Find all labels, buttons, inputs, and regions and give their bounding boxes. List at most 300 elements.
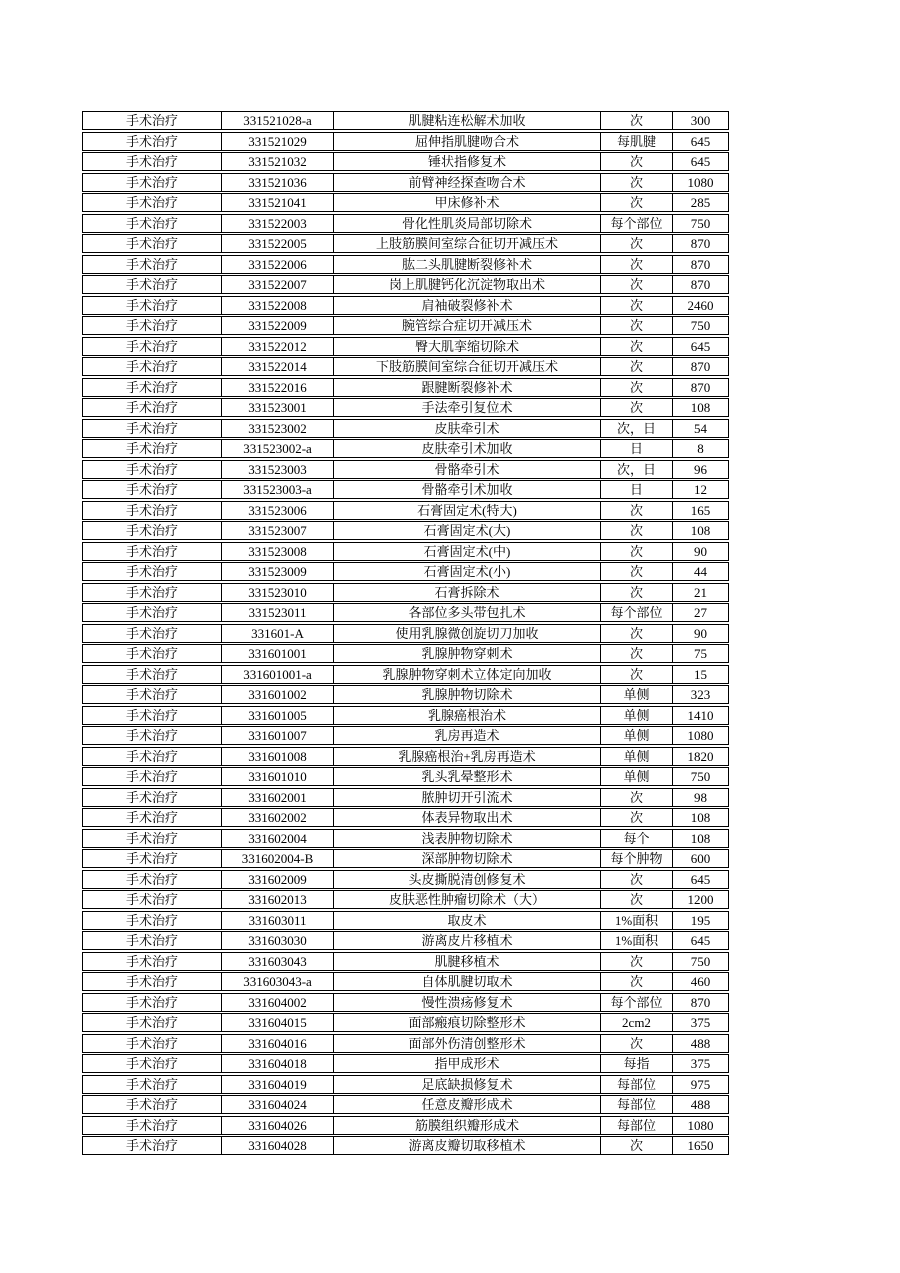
cell-name: 使用乳腺微创旋切刀加收 bbox=[334, 625, 601, 642]
cell-category: 手术治疗 bbox=[83, 112, 222, 129]
cell-unit: 每指 bbox=[601, 1055, 673, 1072]
cell-code: 331523002-a bbox=[222, 440, 334, 457]
table-row bbox=[82, 173, 729, 192]
cell-code: 331601005 bbox=[222, 707, 334, 724]
cell-unit: 次 bbox=[601, 194, 673, 211]
cell-unit: 次，日 bbox=[601, 461, 673, 478]
cell-code: 331521036 bbox=[222, 174, 334, 191]
cell-price: 15 bbox=[694, 666, 707, 682]
cell-code: 331522005 bbox=[222, 235, 334, 252]
cell-unit: 次 bbox=[601, 953, 673, 970]
table-row bbox=[82, 890, 729, 909]
cell-code: 331522016 bbox=[222, 379, 334, 396]
cell-unit: 次 bbox=[601, 543, 673, 560]
cell-unit: 次 bbox=[601, 789, 673, 806]
cell-code: 331523011 bbox=[222, 604, 334, 621]
cell-name: 肌腱粘连松解术加收 bbox=[334, 112, 601, 129]
cell-price: 90 bbox=[694, 625, 707, 641]
cell-price: 75 bbox=[694, 646, 707, 661]
table-row bbox=[82, 726, 729, 745]
cell-code: 331601002 bbox=[222, 686, 334, 703]
cell-code: 331601001-a bbox=[222, 666, 334, 683]
table-row bbox=[82, 706, 729, 725]
cell-code: 331604024 bbox=[222, 1096, 334, 1113]
cell-unit: 次 bbox=[601, 809, 673, 826]
cell-category: 手术治疗 bbox=[83, 256, 222, 273]
cell-price: 27 bbox=[694, 605, 707, 620]
cell-price: 108 bbox=[690, 523, 711, 538]
cell-code: 331522003 bbox=[222, 215, 334, 232]
cell-code: 331603043-a bbox=[222, 973, 334, 990]
cell-name: 皮肤牵引术加收 bbox=[334, 440, 601, 457]
cell-price: 1410 bbox=[687, 707, 714, 723]
cell-price: 1200 bbox=[687, 892, 714, 907]
table-row bbox=[82, 583, 729, 602]
cell-unit: 日 bbox=[601, 481, 673, 498]
cell-category: 手术治疗 bbox=[83, 871, 222, 888]
table-row bbox=[82, 829, 729, 848]
cell-code: 331521032 bbox=[222, 153, 334, 170]
cell-code: 331604016 bbox=[222, 1035, 334, 1052]
cell-price: 300 bbox=[690, 113, 711, 128]
cell-category: 手术治疗 bbox=[83, 584, 222, 601]
cell-name: 前臂神经探查吻合术 bbox=[334, 174, 601, 191]
cell-price: 98 bbox=[694, 789, 707, 805]
cell-price: 1650 bbox=[687, 1138, 714, 1153]
cell-name: 骨骼牵引术加收 bbox=[334, 481, 601, 498]
cell-code: 331602004 bbox=[222, 830, 334, 847]
cell-price: 44 bbox=[694, 564, 707, 579]
cell-name: 脓肿切开引流术 bbox=[334, 789, 601, 806]
cell-unit: 每个部位 bbox=[601, 994, 673, 1011]
cell-unit: 每个肿物 bbox=[601, 850, 673, 867]
cell-code: 331523006 bbox=[222, 502, 334, 519]
table-row bbox=[82, 911, 729, 930]
cell-category: 手术治疗 bbox=[83, 235, 222, 252]
cell-unit: 次 bbox=[601, 317, 673, 334]
cell-category: 手术治疗 bbox=[83, 1076, 222, 1093]
cell-code: 331521029 bbox=[222, 133, 334, 150]
cell-code: 331601010 bbox=[222, 768, 334, 785]
cell-category: 手术治疗 bbox=[83, 502, 222, 519]
table-row bbox=[82, 501, 729, 520]
cell-category: 手术治疗 bbox=[83, 133, 222, 150]
cell-code: 331603043 bbox=[222, 953, 334, 970]
cell-unit: 次 bbox=[601, 174, 673, 191]
cell-unit: 1%面积 bbox=[601, 932, 673, 949]
cell-code: 331602009 bbox=[222, 871, 334, 888]
cell-name: 乳腺肿物穿刺术 bbox=[334, 645, 601, 662]
cell-category: 手术治疗 bbox=[83, 912, 222, 929]
table-row bbox=[82, 255, 729, 274]
cell-category: 手术治疗 bbox=[83, 994, 222, 1011]
cell-code: 331601008 bbox=[222, 748, 334, 765]
table-row bbox=[82, 480, 729, 499]
table-row bbox=[82, 972, 729, 991]
table-row bbox=[82, 132, 729, 151]
cell-price: 645 bbox=[690, 933, 711, 948]
table-row bbox=[82, 152, 729, 171]
cell-price: 165 bbox=[690, 502, 711, 518]
table-row bbox=[82, 849, 729, 868]
cell-unit: 单侧 bbox=[601, 748, 673, 765]
cell-code: 331523002 bbox=[222, 420, 334, 437]
cell-code: 331604028 bbox=[222, 1137, 334, 1154]
cell-unit: 每个部位 bbox=[601, 604, 673, 621]
cell-unit: 每肌腱 bbox=[601, 133, 673, 150]
cell-code: 331523007 bbox=[222, 522, 334, 539]
cell-unit: 次 bbox=[601, 891, 673, 908]
cell-price: 108 bbox=[690, 810, 711, 825]
table-row bbox=[82, 870, 729, 889]
cell-name: 游离皮片移植术 bbox=[334, 932, 601, 949]
cell-code: 331522008 bbox=[222, 297, 334, 314]
cell-name: 石膏固定术(大) bbox=[334, 522, 601, 539]
cell-category: 手术治疗 bbox=[83, 850, 222, 867]
cell-name: 指甲成形术 bbox=[334, 1055, 601, 1072]
table-row bbox=[82, 542, 729, 561]
cell-category: 手术治疗 bbox=[83, 1035, 222, 1052]
cell-price: 488 bbox=[690, 1035, 711, 1051]
cell-code: 331604026 bbox=[222, 1117, 334, 1134]
cell-category: 手术治疗 bbox=[83, 1055, 222, 1072]
cell-name: 手法牵引复位术 bbox=[334, 399, 601, 416]
cell-price: 8 bbox=[697, 441, 704, 456]
cell-category: 手术治疗 bbox=[83, 153, 222, 170]
table-row bbox=[82, 644, 729, 663]
cell-code: 331521028-a bbox=[222, 112, 334, 129]
cell-category: 手术治疗 bbox=[83, 789, 222, 806]
table-row bbox=[82, 952, 729, 971]
cell-category: 手术治疗 bbox=[83, 891, 222, 908]
table-row bbox=[82, 685, 729, 704]
cell-unit: 次 bbox=[601, 256, 673, 273]
cell-code: 331604002 bbox=[222, 994, 334, 1011]
cell-code: 331604018 bbox=[222, 1055, 334, 1072]
cell-name: 筋膜组织瓣形成术 bbox=[334, 1117, 601, 1134]
cell-category: 手术治疗 bbox=[83, 932, 222, 949]
cell-price: 750 bbox=[690, 318, 711, 333]
cell-price: 645 bbox=[690, 133, 711, 149]
cell-name: 取皮术 bbox=[334, 912, 601, 929]
cell-name: 深部肿物切除术 bbox=[334, 850, 601, 867]
cell-unit: 次，日 bbox=[601, 420, 673, 437]
cell-price: 90 bbox=[694, 543, 707, 559]
table-row bbox=[82, 808, 729, 827]
cell-name: 体表异物取出术 bbox=[334, 809, 601, 826]
cell-unit: 次 bbox=[601, 235, 673, 252]
cell-price: 195 bbox=[690, 912, 711, 928]
cell-price: 750 bbox=[690, 769, 711, 784]
cell-name: 下肢筋膜间室综合征切开减压术 bbox=[334, 358, 601, 375]
cell-unit: 单侧 bbox=[601, 707, 673, 724]
cell-category: 手术治疗 bbox=[83, 666, 222, 683]
cell-code: 331523001 bbox=[222, 399, 334, 416]
table-row bbox=[82, 234, 729, 253]
cell-category: 手术治疗 bbox=[83, 338, 222, 355]
cell-name: 自体肌腱切取术 bbox=[334, 973, 601, 990]
cell-name: 臀大肌挛缩切除术 bbox=[334, 338, 601, 355]
cell-category: 手术治疗 bbox=[83, 830, 222, 847]
cell-price: 645 bbox=[690, 338, 711, 354]
cell-price: 870 bbox=[690, 359, 711, 374]
cell-price: 870 bbox=[690, 379, 711, 395]
cell-unit: 1%面积 bbox=[601, 912, 673, 929]
cell-price: 870 bbox=[690, 256, 711, 272]
cell-unit: 次 bbox=[601, 1035, 673, 1052]
table-row bbox=[82, 357, 729, 376]
cell-category: 手术治疗 bbox=[83, 399, 222, 416]
cell-unit: 次 bbox=[601, 276, 673, 293]
cell-code: 331522009 bbox=[222, 317, 334, 334]
table-row bbox=[82, 993, 729, 1012]
cell-code: 331602001 bbox=[222, 789, 334, 806]
cell-category: 手术治疗 bbox=[83, 461, 222, 478]
cell-name: 足底缺损修复术 bbox=[334, 1076, 601, 1093]
cell-unit: 次 bbox=[601, 502, 673, 519]
cell-category: 手术治疗 bbox=[83, 563, 222, 580]
cell-category: 手术治疗 bbox=[83, 522, 222, 539]
cell-name: 头皮撕脱清创修复术 bbox=[334, 871, 601, 888]
cell-category: 手术治疗 bbox=[83, 686, 222, 703]
table-row bbox=[82, 665, 729, 684]
cell-name: 肱二头肌腱断裂修补术 bbox=[334, 256, 601, 273]
table-row bbox=[82, 1136, 729, 1155]
cell-name: 乳腺肿物穿刺术立体定向加收 bbox=[334, 666, 601, 683]
table-row bbox=[82, 296, 729, 315]
cell-category: 手术治疗 bbox=[83, 481, 222, 498]
cell-price: 750 bbox=[690, 953, 711, 969]
cell-unit: 次 bbox=[601, 563, 673, 580]
cell-unit: 次 bbox=[601, 338, 673, 355]
cell-name: 游离皮瓣切取移植术 bbox=[334, 1137, 601, 1154]
cell-unit: 次 bbox=[601, 584, 673, 601]
cell-name: 岗上肌腱钙化沉淀物取出术 bbox=[334, 276, 601, 293]
table-row bbox=[82, 931, 729, 950]
cell-name: 锤状指修复术 bbox=[334, 153, 601, 170]
cell-price: 1080 bbox=[687, 174, 714, 190]
cell-price: 12 bbox=[694, 482, 707, 497]
cell-name: 石膏固定术(中) bbox=[334, 543, 601, 560]
cell-category: 手术治疗 bbox=[83, 543, 222, 560]
cell-name: 乳腺癌根治+乳房再造术 bbox=[334, 748, 601, 765]
cell-code: 331604015 bbox=[222, 1014, 334, 1031]
cell-code: 331522006 bbox=[222, 256, 334, 273]
table-row bbox=[82, 398, 729, 417]
cell-name: 骨化性肌炎局部切除术 bbox=[334, 215, 601, 232]
cell-category: 手术治疗 bbox=[83, 420, 222, 437]
cell-price: 870 bbox=[690, 236, 711, 251]
cell-unit: 次 bbox=[601, 379, 673, 396]
cell-code: 331523009 bbox=[222, 563, 334, 580]
table-row bbox=[82, 1075, 729, 1094]
cell-category: 手术治疗 bbox=[83, 297, 222, 314]
cell-unit: 次 bbox=[601, 973, 673, 990]
table-row bbox=[82, 111, 729, 130]
cell-unit: 单侧 bbox=[601, 768, 673, 785]
cell-unit: 次 bbox=[601, 112, 673, 129]
table-row bbox=[82, 337, 729, 356]
cell-unit: 次 bbox=[601, 358, 673, 375]
cell-price: 645 bbox=[690, 154, 711, 169]
table-row bbox=[82, 1095, 729, 1114]
cell-unit: 次 bbox=[601, 1137, 673, 1154]
cell-unit: 次 bbox=[601, 153, 673, 170]
cell-name: 石膏固定术(小) bbox=[334, 563, 601, 580]
cell-name: 皮肤牵引术 bbox=[334, 420, 601, 437]
cell-name: 肌腱移植术 bbox=[334, 953, 601, 970]
cell-price: 285 bbox=[690, 195, 711, 210]
cell-price: 975 bbox=[690, 1076, 711, 1092]
cell-code: 331521041 bbox=[222, 194, 334, 211]
cell-name: 上肢筋膜间室综合征切开减压术 bbox=[334, 235, 601, 252]
cell-unit: 每部位 bbox=[601, 1076, 673, 1093]
cell-name: 各部位多头带包扎术 bbox=[334, 604, 601, 621]
cell-code: 331602002 bbox=[222, 809, 334, 826]
cell-price: 375 bbox=[690, 1056, 711, 1071]
table-row bbox=[82, 1054, 729, 1073]
cell-unit: 次 bbox=[601, 871, 673, 888]
cell-price: 750 bbox=[690, 215, 711, 231]
cell-name: 骨骼牵引术 bbox=[334, 461, 601, 478]
table-row bbox=[82, 1013, 729, 1032]
cell-code: 331603011 bbox=[222, 912, 334, 929]
cell-price: 870 bbox=[690, 994, 711, 1010]
cell-unit: 每个部位 bbox=[601, 215, 673, 232]
cell-category: 手术治疗 bbox=[83, 1137, 222, 1154]
cell-unit: 每部位 bbox=[601, 1096, 673, 1113]
cell-unit: 次 bbox=[601, 297, 673, 314]
cell-unit: 次 bbox=[601, 666, 673, 683]
cell-name: 浅表肿物切除术 bbox=[334, 830, 601, 847]
cell-category: 手术治疗 bbox=[83, 809, 222, 826]
cell-code: 331603030 bbox=[222, 932, 334, 949]
cell-unit: 日 bbox=[601, 440, 673, 457]
cell-unit: 每部位 bbox=[601, 1117, 673, 1134]
cell-unit: 次 bbox=[601, 645, 673, 662]
table-row bbox=[82, 316, 729, 335]
cell-name: 甲床修补术 bbox=[334, 194, 601, 211]
cell-name: 皮肤恶性肿瘤切除术（大） bbox=[334, 891, 601, 908]
cell-code: 331602013 bbox=[222, 891, 334, 908]
cell-code: 331602004-B bbox=[222, 850, 334, 867]
table-row bbox=[82, 788, 729, 807]
cell-category: 手术治疗 bbox=[83, 973, 222, 990]
table-row bbox=[82, 460, 729, 479]
cell-price: 600 bbox=[690, 851, 711, 866]
cell-unit: 单侧 bbox=[601, 727, 673, 744]
cell-price: 108 bbox=[690, 830, 711, 846]
table-row bbox=[82, 747, 729, 766]
cell-price: 323 bbox=[690, 687, 711, 702]
cell-category: 手术治疗 bbox=[83, 748, 222, 765]
table-row bbox=[82, 562, 729, 581]
cell-price: 1080 bbox=[687, 1117, 714, 1133]
cell-code: 331523010 bbox=[222, 584, 334, 601]
cell-name: 肩袖破裂修补术 bbox=[334, 297, 601, 314]
cell-price: 460 bbox=[690, 974, 711, 989]
cell-price: 96 bbox=[694, 461, 707, 477]
table-row bbox=[82, 1034, 729, 1053]
cell-code: 331523003 bbox=[222, 461, 334, 478]
cell-category: 手术治疗 bbox=[83, 768, 222, 785]
cell-category: 手术治疗 bbox=[83, 215, 222, 232]
cell-name: 面部瘢痕切除整形术 bbox=[334, 1014, 601, 1031]
cell-name: 乳腺肿物切除术 bbox=[334, 686, 601, 703]
cell-price: 375 bbox=[690, 1015, 711, 1030]
cell-price: 870 bbox=[690, 277, 711, 292]
cell-price: 1820 bbox=[687, 748, 714, 764]
table-row bbox=[82, 419, 729, 438]
cell-name: 腕管综合症切开减压术 bbox=[334, 317, 601, 334]
table-row bbox=[82, 767, 729, 786]
cell-code: 331522014 bbox=[222, 358, 334, 375]
price-table bbox=[82, 111, 729, 1155]
cell-name: 乳腺癌根治术 bbox=[334, 707, 601, 724]
cell-price: 54 bbox=[694, 420, 707, 436]
cell-category: 手术治疗 bbox=[83, 174, 222, 191]
cell-category: 手术治疗 bbox=[83, 1117, 222, 1134]
table-row bbox=[82, 1116, 729, 1135]
cell-name: 面部外伤清创整形术 bbox=[334, 1035, 601, 1052]
cell-category: 手术治疗 bbox=[83, 727, 222, 744]
cell-category: 手术治疗 bbox=[83, 645, 222, 662]
table-row bbox=[82, 378, 729, 397]
cell-name: 石膏固定术(特大) bbox=[334, 502, 601, 519]
cell-unit: 2cm2 bbox=[601, 1014, 673, 1031]
cell-name: 屈伸指肌腱吻合术 bbox=[334, 133, 601, 150]
cell-unit: 次 bbox=[601, 399, 673, 416]
cell-category: 手术治疗 bbox=[83, 276, 222, 293]
cell-price: 1080 bbox=[687, 728, 714, 743]
table-row bbox=[82, 439, 729, 458]
cell-unit: 次 bbox=[601, 522, 673, 539]
cell-category: 手术治疗 bbox=[83, 707, 222, 724]
table-row bbox=[82, 275, 729, 294]
cell-code: 331601007 bbox=[222, 727, 334, 744]
cell-price: 108 bbox=[690, 400, 711, 415]
cell-unit: 次 bbox=[601, 625, 673, 642]
cell-name: 慢性溃疡修复术 bbox=[334, 994, 601, 1011]
cell-name: 乳房再造术 bbox=[334, 727, 601, 744]
cell-unit: 每个 bbox=[601, 830, 673, 847]
table-row bbox=[82, 214, 729, 233]
cell-name: 任意皮瓣形成术 bbox=[334, 1096, 601, 1113]
table-row bbox=[82, 521, 729, 540]
cell-code: 331604019 bbox=[222, 1076, 334, 1093]
cell-category: 手术治疗 bbox=[83, 625, 222, 642]
cell-code: 331523008 bbox=[222, 543, 334, 560]
cell-category: 手术治疗 bbox=[83, 1096, 222, 1113]
cell-category: 手术治疗 bbox=[83, 604, 222, 621]
cell-code: 331523003-a bbox=[222, 481, 334, 498]
cell-name: 石膏拆除术 bbox=[334, 584, 601, 601]
table-row bbox=[82, 603, 729, 622]
cell-code: 331601001 bbox=[222, 645, 334, 662]
cell-price: 645 bbox=[690, 871, 711, 887]
cell-price: 21 bbox=[694, 584, 707, 600]
cell-price: 488 bbox=[690, 1097, 711, 1112]
cell-category: 手术治疗 bbox=[83, 1014, 222, 1031]
table-row bbox=[82, 193, 729, 212]
cell-category: 手术治疗 bbox=[83, 358, 222, 375]
cell-category: 手术治疗 bbox=[83, 953, 222, 970]
cell-code: 331522012 bbox=[222, 338, 334, 355]
table-row bbox=[82, 624, 729, 643]
cell-name: 乳头乳晕整形术 bbox=[334, 768, 601, 785]
cell-category: 手术治疗 bbox=[83, 317, 222, 334]
cell-code: 331601-A bbox=[222, 625, 334, 642]
